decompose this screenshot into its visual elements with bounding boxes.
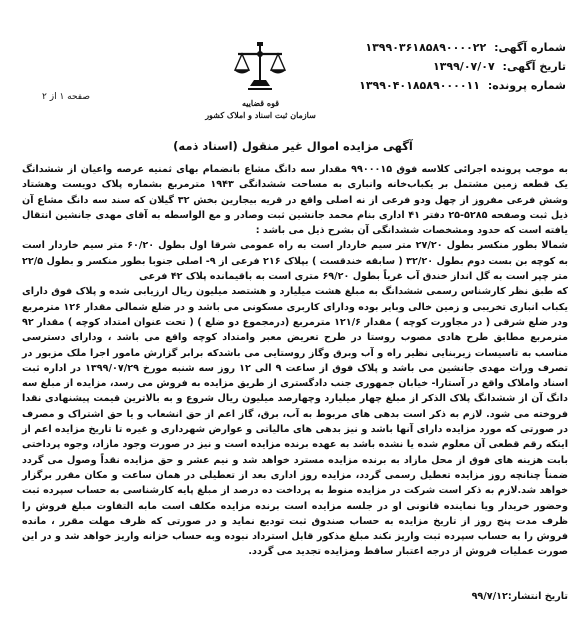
notice-date-value: ۱۳۹۹/۰۷/۰۷ [432, 60, 495, 73]
publish-date [22, 590, 568, 604]
notice-date-row [296, 57, 566, 76]
publish-date-label: تاریخ انتشار: [507, 591, 568, 602]
page-number: صفحه ۱ از ۲ [42, 92, 90, 102]
notice-body [22, 162, 568, 560]
judiciary-label: قوه قضاییه [241, 98, 280, 108]
case-number-value: ۱۳۹۹۰۴۰۱۸۵۸۹۰۰۰۰۱۱ [359, 79, 480, 92]
notice-number-label: شماره آگهی: [494, 41, 566, 54]
notice-paragraph: که طبق نظر کارشناس رسمی ششدانگ به مبلغ هشت میلیارد و هشتصد میلیون ریال ارزیابی شده و پلاک فوق دارای یکباب انباری تخریبی و زمین خالی وبایر بوده ودارای کاربری مسکونی می باشد و در ضلع شمالی مقدار ۱۲۶ مترمربع ودر ضلع شرقی ( در مجاورت کوچه ) مقدار ۱۲۱/۶ مترمربع (درمجموع دو ضلع ) ( تحت عنوان امتداد کوچه ) مقدار ۹۲ مترمربع مطابق طرح هادی مصوب روستا در طرح تعریض معبر وامتداد کوچه واقع می باشد ، ودارای دسترسی مناسب به تاسیسات زیربنایی نظیر راه و آب وبرق وگاز روستایی می باشدکه برابر گزارش مامور اجرا ملک مزبور در تصرف وراث مهدی جانشین می باشد و پلاک فوق از ساعت ۹ الی ۱۲ روز سه شنبه مورخ ۱۳۹۹/۰۷/۲۹ در اداره ثبت اسناد واملاک واقع در آستارا- خیابان جمهوری جنب دادگستری از طریق مزایده به فروش می رسد، مزایده از مبلغ سه دانگ آن از ششدانگ پلاک الذکر از مبلغ چهار میلیارد وچهارصد میلیون ریال شروع و به بالاترین قیمت پیشنهادی نقدا فروخته می شود. لازم به ذکر است بدهی های مربوط به آب، برق، گاز اعم از حق انشعاب و یا حق اشتراک و مصرف در صورتی که مورد مزایده دارای آنها باشد و نیز بدهی های مالیاتی و عوارض شهرداری و غیره تا تاریخ مزایده اعم از اینکه رقم قطعی آن معلوم شده یا نشده باشد به عهده برنده مزایده است و نیز در صورت وجود مازاد، وجوه پرداختی بابت هزینه های فوق از محل مازاد به برنده مزایده مسترد خواهد شد و نیم عشر و حق مزایده نقداً وصول می گردد ضمناً چنانچه روز مزایده تعطیل رسمی گردد، مزایده روز اداری بعد از تعطیلی در همان ساعت و مکان مقرر برگزار خواهد شد.لازم به ذکر است شرکت در مزایده منوط به پرداخت ده درصد از مبلغ پایه کارشناسی به حساب سپرده ثبت وحضور خریدار ویا نماینده قانونی او در جلسه مزایده است برنده مزایده مکلف است مابه التفاوت مبلغ فروش را ظرف مدت پنج روز از تاریخ مزایده به حساب صندوق ثبت تودیع نماید و در صورتی که ظرف مهلت مقرر ، مانده فروش را به حساب سپرده ثبت واریز نکند مبلغ مذکور قابل استرداد نبوده وبه حساب خزانه واریز خواهد شد و در این صورت عملیات فروش از درجه اعتبار ساقط ومزایده تجدید می گردد. [22, 286, 569, 558]
notice-references [296, 38, 566, 95]
judiciary-emblem-icon [230, 36, 290, 96]
notice-paragraph: به موجب پرونده اجرائی کلاسه فوق ۹۹۰۰۰۱۵ مقدار سه دانگ مشاع بانضمام بهای ثمنیه عرصه واعیان از ششدانگ یک قطعه زمین مشتمل بر یکباب‌خانه وانباری به مساحت ششدانگی ۱۹۴۳ مترمربع بشماره پلاک دویست وهشتاد وشش فرعی مفروز از چهل ودو فرعی از نه اصلی واقع در قریه بیجارین بخش ۳۲ گیلان که سند سه دانگ مشاع آن ذیل ثبت وصفحه ۵۲۸۵-۲۵ دفتر ۴۱ اداری بنام محمد جانشین ثبت وصادر و مع الواسطه به آقای مهدی جانشین انتقال یافته است که حدود ومشخصات ششدانگی آن بشرح ذیل می باشد : [22, 164, 568, 237]
notice-paragraph: شمالا بطور منکسر بطول ۲۷/۲۰ متر سیم خاردار است به راه عمومی شرقا اول بطول ۶۰/۲۰ متر سیم خاردار است به کوچه بن بست دوم بطول ۳۲/۲۰ ( سابقه خندقست ) بپلاک ۲۱۶ فرعی از ۹- اصلی جنوبا بطور منکسر و بطول ۲۲/۵ متر چپر است به گل انداز خندق آب غرباً بطول ۶۹/۲۰ متری است به باقیمانده پلاک ۴۲ فرعی [22, 240, 568, 283]
notice-number-row [296, 38, 566, 57]
case-number-label: شماره پرونده: [487, 79, 566, 92]
notice-date-label: تاریخ آگهی: [502, 60, 566, 73]
notice-number-value: ۱۳۹۹۰۳۶۱۸۵۸۹۰۰۰۰۲۲ [365, 41, 487, 54]
registration-organization-label: سازمان ثبت اسناد و املاک کشور [205, 110, 316, 120]
notice-title: آگهی مزایده اموال غیر منقول (اسناد ذمه) [173, 139, 413, 153]
organization-name [198, 97, 323, 121]
case-number-row [296, 76, 566, 95]
publish-date-value: ۹۹/۷/۱۲ [471, 591, 508, 602]
